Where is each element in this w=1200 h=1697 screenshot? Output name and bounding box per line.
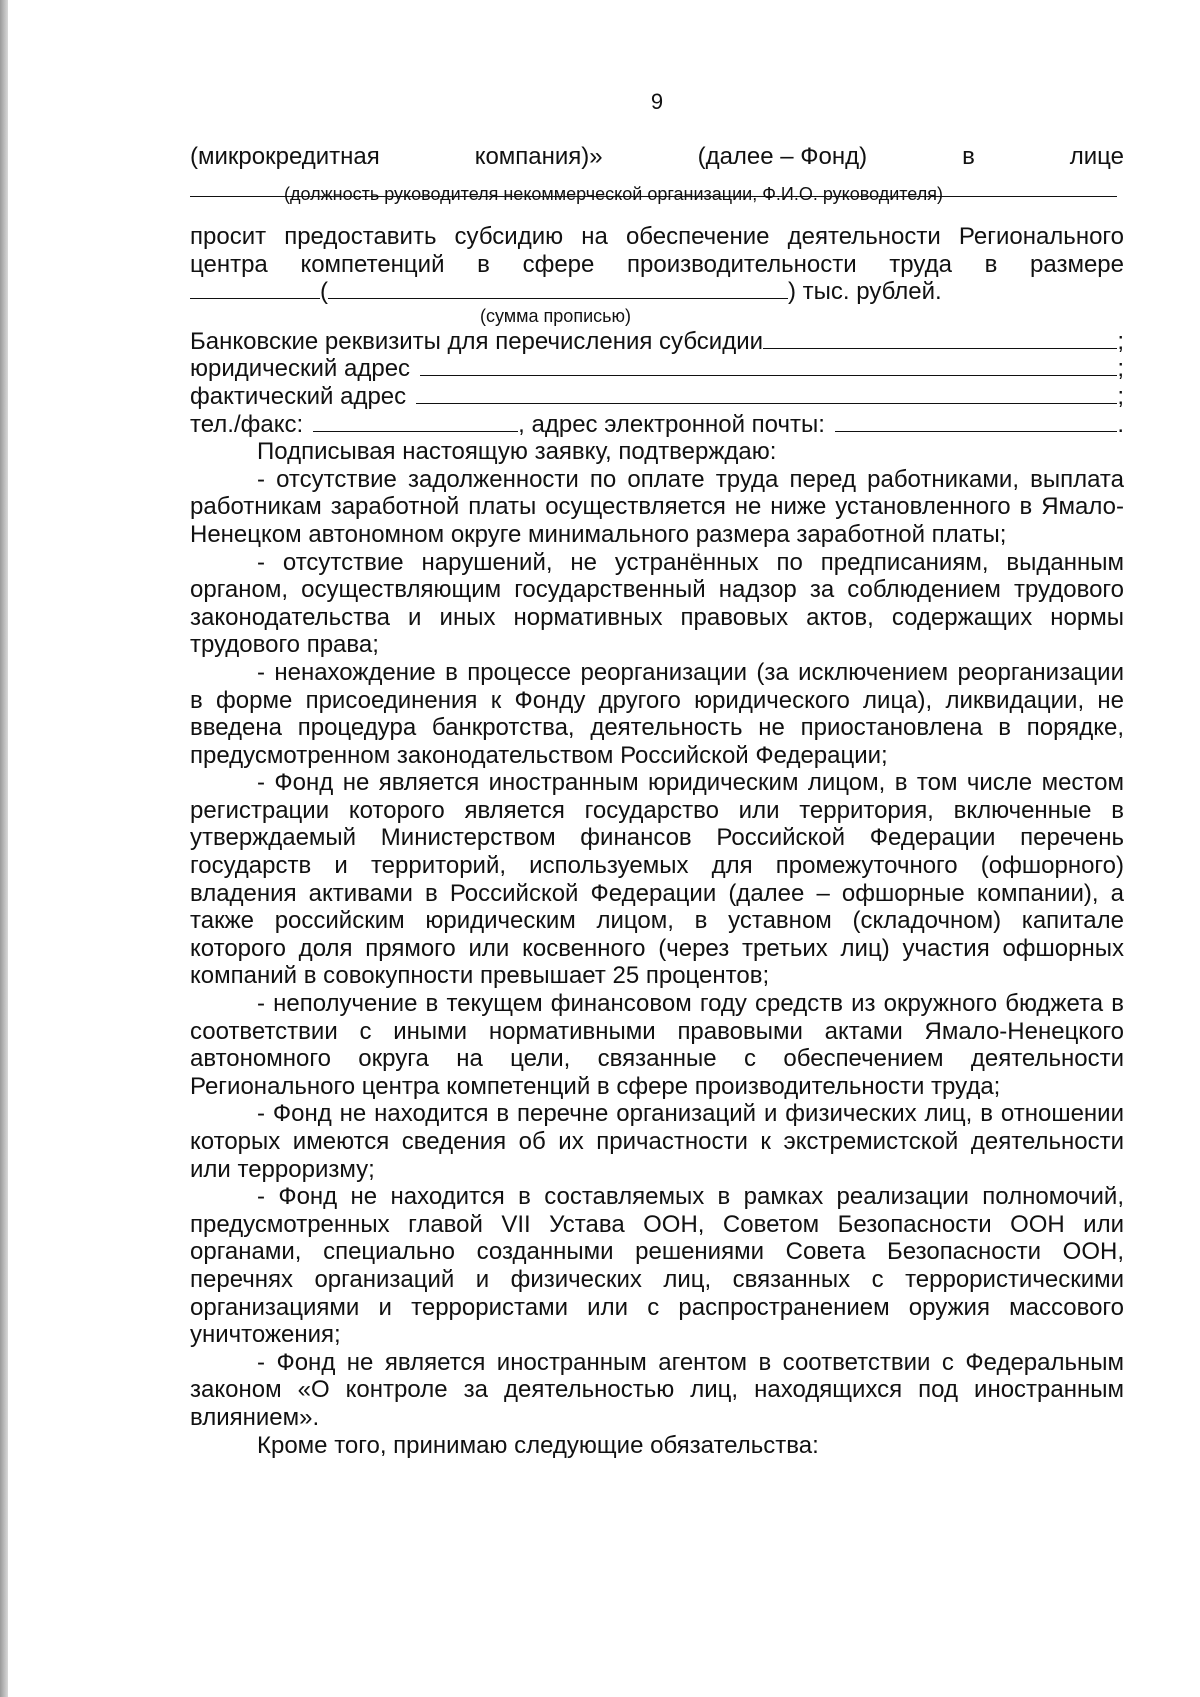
- request-line-1: просит предоставить субсидию на обеспечение деятельности Регионального: [190, 223, 1124, 250]
- confirm-intro: Подписывая настоящую заявку, подтверждаю:: [257, 438, 777, 466]
- confirm-item-2: - отсутствие нарушений, не устранённых по предписаниям, выданным органом, осуществляющим государственный надзор за соблюдением трудового законодательства и иных нормативных правовых актов, содержащих нормы трудового права;: [190, 548, 1124, 659]
- contacts-row: [190, 411, 1124, 439]
- actual-address-semicolon: ;: [1117, 382, 1124, 410]
- confirm-item-8: - Фонд не является иностранным агентом в соответствии с Федеральным законом «О контроле за деятельностью лиц, находящихся под иностранным влиянием».: [190, 1348, 1124, 1431]
- legal-address-label: юридический адрес: [190, 355, 411, 383]
- organization-line: [190, 143, 1124, 171]
- body-text: [190, 223, 1124, 1459]
- bank-label: Банковские реквизиты для перечисления субсидии: [190, 327, 764, 355]
- legal-address-blank: [420, 355, 1117, 376]
- request-line-2: центра компетенций в сфере производительности труда в размере: [190, 250, 1124, 278]
- email-label: , адрес электронной почты:: [518, 410, 825, 438]
- bank-semicolon: ;: [1117, 327, 1124, 355]
- bank-blank: [763, 328, 1117, 349]
- org-word-4: в: [962, 143, 975, 170]
- scan-edge: [0, 0, 8, 1697]
- actual-address-label: фактический адрес: [190, 382, 407, 410]
- bank-row: [190, 328, 1124, 356]
- amount-paren-close: ) тыс. рублей.: [788, 278, 942, 306]
- email-period: .: [1117, 410, 1124, 438]
- phone-blank: [313, 411, 518, 432]
- confirm-item-4: - Фонд не является иностранным юридическим лицом, в том числе местом регистрации которого является государство или территория, включенные в утверждаемый Министерством финансов Российской Федерации перечень государств и территорий, используемых для промежуточного (офшорного) владения активами в Российской Федерации (далее – офшорные компании), а также российским юридическим лицом, в уставном (складочном) капитале которого доля прямого или косвенного (через третьих лиц) участия офшорных компаний в совокупности превышает 25 процентов;: [190, 769, 1124, 990]
- email-blank: [835, 411, 1117, 432]
- amount-digits-blank: [190, 278, 320, 299]
- amount-caption: (сумма прописью): [480, 305, 631, 326]
- org-word-1: (микрокредитная: [190, 143, 380, 170]
- actual-address-row: [190, 383, 1124, 411]
- director-caption: (должность руководителя некоммерческой организации, Ф.И.О. руководителя): [284, 184, 943, 204]
- page-number: 9: [650, 89, 664, 114]
- actual-address-blank: [416, 383, 1117, 404]
- confirm-item-3: - ненахождение в процессе реорганизации (за исключением реорганизации в форме присоединения к Фонду другого юридического лица), ликвидации, не введена процедура банкротства, деятельность не приостановлена в порядке, предусмотренном законодательством Российской Федерации;: [190, 658, 1124, 769]
- confirm-item-1: - отсутствие задолженности по оплате труда перед работниками, выплата работникам заработной платы осуществляется не ниже установленного в Ямало-Ненецком автономном округе минимального размера заработной платы;: [190, 465, 1124, 548]
- org-word-3: (далее – Фонд): [697, 143, 868, 170]
- obligations-intro: Кроме того, принимаю следующие обязательства:: [257, 1431, 819, 1459]
- org-word-5: лице: [1069, 143, 1124, 170]
- legal-address-semicolon: ;: [1117, 355, 1124, 383]
- amount-paren-open: (: [320, 278, 328, 306]
- amount-words-blank: [328, 278, 788, 299]
- confirm-item-6: - Фонд не находится в перечне организаций и физических лиц, в отношении которых имеются сведения об их причастности к экстремистской деятельности или терроризму;: [190, 1100, 1124, 1183]
- confirm-item-7: - Фонд не находится в составляемых в рамках реализации полномочий, предусмотренных главой VII Устава ООН, Советом Безопасности ООН или органами, специально созданными решениями Совета Безопасности ООН, перечнях организаций и физических лиц, связанных с террористическими организациями и террористами или с распространением оружия массового уничтожения;: [190, 1183, 1124, 1349]
- legal-address-row: [190, 355, 1124, 383]
- phone-label: тел./факс:: [190, 410, 304, 438]
- amount-row: [190, 278, 1124, 306]
- org-word-2: компания)»: [474, 143, 603, 170]
- confirm-item-5: - неполучение в текущем финансовом году средств из окружного бюджета в соответствии с иными нормативными правовыми актами Ямало-Ненецкого автономного округа на цели, связанные с обеспечением деятельности Регионального центра компетенций в сфере производительности труда;: [190, 990, 1124, 1100]
- amount-caption-row: [190, 306, 1124, 328]
